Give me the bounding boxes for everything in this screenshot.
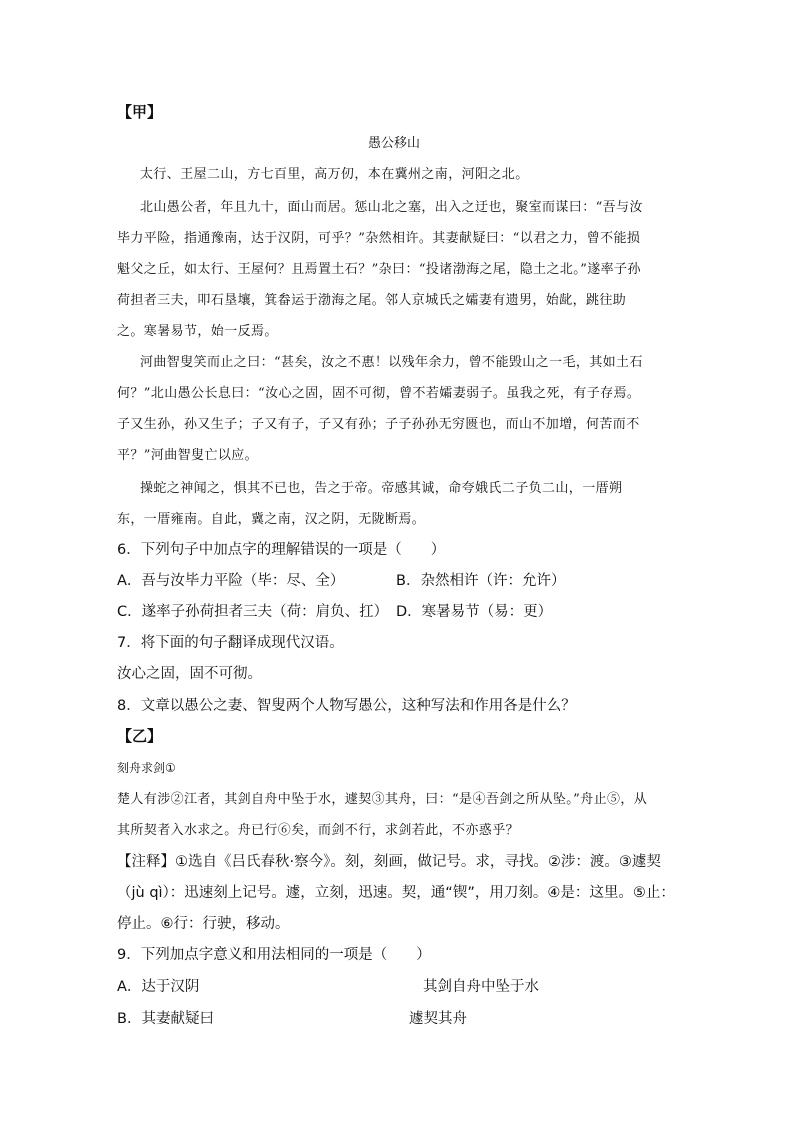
- question-9-option-a-left: A．达于汉阴: [117, 979, 200, 995]
- section-label-jia: 【甲】: [117, 103, 163, 121]
- passage-title-yi: 刻舟求剑①: [117, 761, 176, 775]
- jia-line: 东，一厝雍南。自此，冀之南，汉之阴，无陇断焉。: [117, 512, 426, 527]
- notes-line: 停止。⑥行：行驶，移动。: [117, 916, 290, 932]
- jia-line: 北山愚公者，年且九十，面山而居。惩山北之塞，出入之迂也，聚室而谋曰：“吾与汝: [140, 200, 643, 215]
- question-9-option-b-left: B．其妻献疑曰: [117, 1011, 214, 1027]
- question-7-stem: 7．将下面的句子翻译成现代汉语。: [117, 635, 344, 651]
- question-6-option-a: A．吾与汝毕力平险（毕：尽、全）: [117, 573, 345, 589]
- notes-line: 【注释】①选自《吕氏春秋·察今》。刻，刻画，做记号。求，寻找。②涉：渡。③遽契: [117, 854, 661, 870]
- question-6-option-c: C．遂率子孙荷担者三夫（荷：肩负、扛）: [117, 604, 389, 620]
- jia-line: 毕力平险，指通豫南，达于汉阴，可乎？”杂然相许。其妻献疑曰：“以君之力，曾不能损: [117, 231, 641, 246]
- jia-line: 操蛇之神闻之，惧其不已也，告之于帝。帝感其诚，命夸娥氏二子负二山，一厝朔: [140, 481, 623, 496]
- jia-line: 荷担者三夫，叩石垦壤，箕畚运于渤海之尾。邻人京城氏之孀妻有遗男，始龀，跳往助: [117, 293, 627, 308]
- question-6-option-d: D．寒暑易节（易：更）: [396, 604, 553, 620]
- question-9-option-a-right: 其剑自舟中坠于水: [423, 979, 539, 995]
- question-9-option-b-right: 遽契其舟: [409, 1011, 467, 1027]
- jia-line: 太行、王屋二山，方七百里，高万仞，本在冀州之南，河阳之北。: [140, 167, 529, 182]
- section-label-yi: 【乙】: [117, 727, 163, 745]
- jia-line: 子又生孙，孙又生子；子又有子，子又有孙；子子孙孙无穷匮也，而山不加增，何苦而不: [117, 417, 640, 432]
- jia-line: 河曲智叟笑而止之曰：“甚矣，汝之不惠！以残年余力，曾不能毁山之一毛，其如土石: [140, 355, 643, 370]
- question-7-sentence: 汝心之固，固不可彻。: [117, 666, 262, 682]
- notes-line: （jù qì）：迅速刻上记号。遽，立刻，迅速。契，通“锲”，用刀刻。④是：这里。⑤止：: [117, 885, 675, 901]
- yi-line: 楚人有涉②江者，其剑自舟中坠于水，遽契③其舟，曰：“是④吾剑之所从坠。”舟止⑤，从: [117, 792, 648, 807]
- question-6-option-b: B．杂然相许（许：允许）: [396, 573, 566, 589]
- passage-title-jia: 愚公移山: [368, 136, 421, 151]
- question-9-stem: 9．下列加点字意义和用法相同的一项是（ ）: [117, 947, 431, 963]
- jia-line: 之。寒暑易节，始一反焉。: [117, 324, 278, 339]
- jia-line: 何？”北山愚公长息曰：“汝心之固，固不可彻，曾不若孀妻弱子。虽我之死，有子存焉。: [117, 386, 641, 401]
- jia-line: 平？”河曲智叟亡以应。: [117, 448, 259, 463]
- question-6-stem: 6．下列句子中加点字的理解错误的一项是（ ）: [117, 542, 446, 558]
- question-8-stem: 8．文章以愚公之妻、智叟两个人物写愚公，这种写法和作用各是什么？: [117, 698, 576, 714]
- jia-line: 魁父之丘，如太行、王屋何？且焉置土石？”杂曰：“投诸渤海之尾，隐土之北。”遂率子孙: [117, 262, 641, 277]
- yi-line: 其所契者入水求之。舟已行⑥矣，而剑不行，求剑若此，不亦惑乎？: [117, 823, 520, 838]
